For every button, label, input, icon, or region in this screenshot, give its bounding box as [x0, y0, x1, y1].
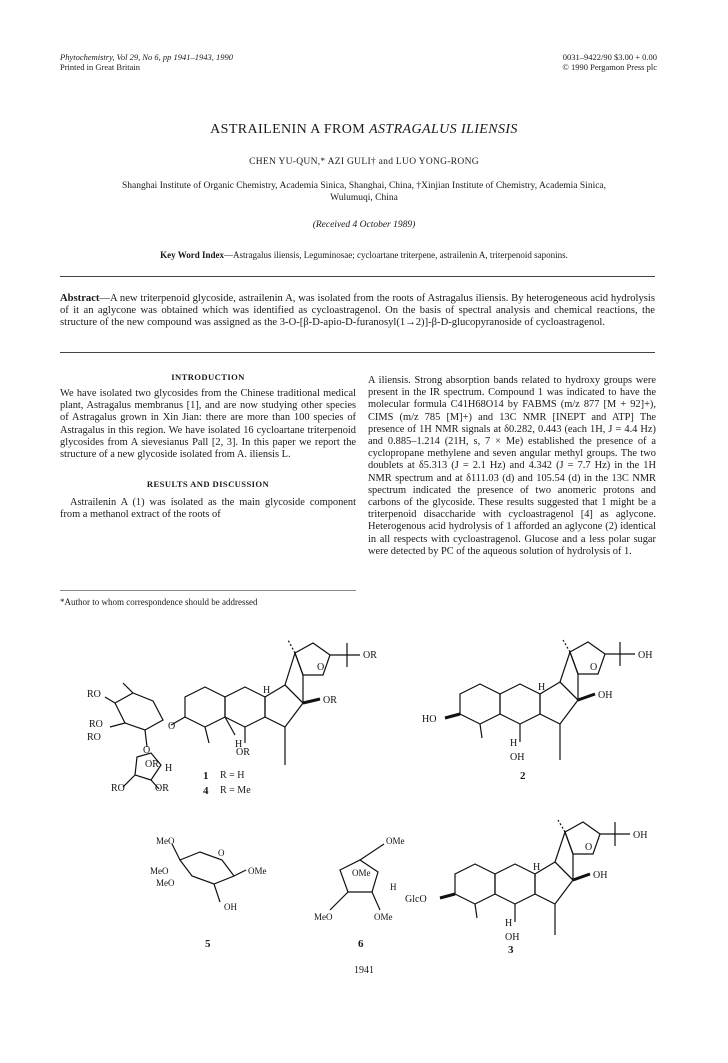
s3-label-oh-2: OH [593, 870, 608, 881]
abstract-label: Abstract [60, 293, 100, 304]
results-text: Astrailenin A (1) was isolated as the main glycoside component from a methanol extract of the roots of [60, 497, 356, 521]
rule-bottom [60, 352, 655, 353]
s3-wedge-glco [440, 894, 455, 898]
s3-ring-a [455, 864, 495, 904]
s1-label-h-1: H [263, 685, 271, 696]
s5-label-meo-2: MeO [150, 866, 169, 876]
s5-c6-bond [172, 844, 180, 860]
results-heading: RESULTS AND DISCUSSION [146, 479, 270, 490]
s2-ring-c [540, 682, 578, 724]
s1-label-o-1: O [168, 721, 176, 732]
s2-label-oh-3: OH [510, 752, 525, 763]
title-main: ASTRAILENIN A FROM [210, 122, 370, 137]
printed-line: Printed in Great Britain [60, 62, 141, 72]
s3-ring-c [535, 862, 573, 904]
keywords [0, 250, 728, 260]
page-title [0, 122, 728, 138]
s1-label-or-2: OR [323, 695, 337, 706]
s1-label-or-3: OR [236, 747, 250, 758]
s1-label-ro-2: RO [89, 719, 103, 730]
structure-3-number: 3 [508, 944, 514, 956]
s5-label-oh: OH [224, 902, 237, 912]
s1-label-o-2: O [143, 745, 151, 756]
s2-gem-dimethyl [480, 724, 482, 738]
s1-stereo-hash [288, 640, 295, 653]
s2-label-oh-1: OH [638, 650, 653, 661]
keywords-label: Key Word Index [160, 250, 224, 260]
s5-ome-bond [234, 870, 246, 876]
rule-top [60, 276, 655, 277]
s5-ring [180, 852, 234, 884]
intro-heading: INTRODUCTION [171, 372, 245, 382]
structure-2 [410, 630, 670, 770]
keywords-text: —Astragalus iliensis, Leguminosae; cycloartane triterpene, astrailenin A, triterpenoid saponins. [223, 250, 568, 260]
s6-ome-bond-top [360, 844, 384, 860]
left-column [60, 372, 356, 522]
s2-label-h-2: H [510, 738, 518, 749]
s1-ring-d [285, 653, 303, 703]
footnote: *Author to whom correspondence should be addressed [60, 597, 258, 607]
s3-label-o: O [585, 842, 593, 853]
s2-wedge-ho [445, 714, 460, 718]
page-number: 1941 [354, 965, 374, 976]
legend-1-text: R = H [220, 770, 245, 781]
s1-ring-a [185, 687, 225, 727]
s2-ring-a [460, 684, 500, 724]
received-date: (Received 4 October 1989) [312, 220, 416, 230]
intro-text: We have isolated two glycosides from the Chinese traditional medical plant, Astragalus membranus [1], and are now studying other species of Astragalus grown in Xin Jian: there are more than 100 species of Astragalus in this region. We have isolated 16 cycloartane triterpenoid glycosides from A sievesianus Pall [2, 3]. In this paper we report the structure of a new glycoside isolated from A. iliensis L. [60, 388, 356, 461]
s5-label-o: O [218, 848, 225, 858]
s6-label-ome-2: OMe [352, 868, 371, 878]
s3-label-oh-1: OH [633, 830, 648, 841]
s1-label-or-1: OR [363, 650, 377, 661]
footnote-rule [60, 590, 356, 591]
s3-thf-ring [565, 822, 600, 854]
s3-ring-d [555, 832, 573, 880]
s1-label-ro-1: RO [87, 689, 101, 700]
s3-wedge-oh [573, 874, 590, 880]
structure-6 [300, 830, 420, 930]
s1-ring-c [265, 685, 303, 727]
s2-stereo-hash [563, 640, 570, 652]
s6-label-h: H [390, 882, 397, 892]
s1-wedge-or [303, 699, 320, 703]
s3-label-h-2: H [505, 918, 513, 929]
s6-label-ome-3: OMe [374, 912, 393, 922]
legend-1-number: 1 [203, 770, 209, 782]
structure-2-number: 2 [520, 770, 526, 782]
s3-gem-dimethyl [475, 904, 477, 918]
authors: CHEN YU-QUN,* AZI GULI† and LUO YONG-RONG [249, 157, 479, 167]
legend-4-number: 4 [203, 785, 209, 797]
s3-label-oh-3: OH [505, 932, 520, 943]
s5-oh-bond [214, 884, 220, 902]
s6-label-ome-1: OMe [386, 836, 405, 846]
s2-label-o: O [590, 662, 598, 673]
s1-ro-bond-3 [123, 683, 133, 693]
s1-label-h-2: H [235, 739, 243, 750]
abstract-text: —A new triterpenoid glycoside, astrailenin A, was isolated from the roots of Astragalus iliensis. By heterogeneous acid hydrolysis of it an aglycone was obtained which was identified as cycloastragenol. On the basis of spectral analysis and chemical reactions, the structure of the new compound was assigned as the 3-O-[β-D-apio-D-furanosyl(1→2)]-β-D-glucopyranoside of cycloastragenol. [60, 293, 655, 329]
s2-thf-ring [570, 642, 605, 674]
s3-stereo-hash [558, 820, 565, 832]
s1-ro-bond-2 [110, 723, 125, 727]
article-code: 0031–9422/90 $3.00 + 0.00 [562, 52, 657, 62]
right-column-text: A iliensis. Strong absorption bands related to hydroxy groups were present in the IR spectrum. Compound 1 was indicated to have the molecular formula C41H68O14 by FABMS (m/z 877 [M + 92]+), CIMS (m/z 785 [M]+) and 13C NMR [INEPT and ATP] The presence of 1H NMR signals at δ0.282, 0.443 (each 1H, J = 4.4 Hz) and 0.885–1.214 (21H, s, 7 × Me) established the presence of a cyclopropane methylene and seven angular methyl groups. The two doublets at δ5.313 (J = 2.1 Hz) and 4.342 (J = 7.7 Hz) in the 1H NMR spectrum and at δ111.03 (d) and 105.54 (d) in the 13C NMR spectrum indicated the presence of two anomeric protons and carbons of the glycoside. These results suggested that 1 might be a triterpenoid disaccharide with cycloastragenol [4] as aglycone. Heterogenous acid hydrolysis of 1 afforded an aglycone (2) identical in all respects with cycloastragenol. Glucose and a less polar sugar were detected by PC of the aqueous solution of hydrolysis of 1. [368, 375, 656, 557]
s1-ro-bond-1 [105, 697, 115, 703]
s2-label-h-1: H [538, 682, 546, 693]
affiliation [40, 180, 688, 204]
s1-gem-dimethyl [205, 727, 209, 743]
structure-5 [150, 830, 280, 910]
s2-ring-d [560, 652, 578, 700]
s1-thf-ring [295, 643, 330, 675]
title-species: ASTRAGALUS ILIENSIS [369, 122, 518, 137]
s1-label-or-4: OR [145, 759, 159, 770]
s1-label-h-3: H [165, 763, 173, 774]
s2-label-ho: HO [422, 714, 437, 725]
structure-3 [405, 810, 665, 945]
s1-label-ro-3: RO [87, 732, 101, 743]
s6-meo-bond [330, 892, 348, 910]
copyright: © 1990 Pergamon Press plc [562, 62, 657, 72]
s1-glucose-ring [115, 693, 163, 730]
s1-label-or-5: OR [155, 783, 169, 794]
s6-ome-bond-low [372, 892, 380, 910]
affiliation-line-2: Wulumuqi, China [330, 193, 398, 203]
structure-5-number: 5 [205, 938, 211, 950]
s5-label-meo-1: MeO [156, 836, 175, 846]
s1-label-ro-4: RO [111, 783, 125, 794]
structure-6-number: 6 [358, 938, 364, 950]
abstract [60, 293, 655, 330]
s6-label-meo: MeO [314, 912, 333, 922]
s3-ring-b [495, 864, 535, 904]
s3-label-glco: GlcO [405, 894, 427, 905]
journal-line: Phytochemistry, Vol 29, No 6, pp 1941–1943, 1990 [60, 52, 234, 62]
s1-ring-b [225, 687, 265, 727]
s1-label-o-3: O [317, 662, 325, 673]
affiliation-line-1: Shanghai Institute of Organic Chemistry, Academia Sinica, Shanghai, China, †Xinjian Institute of Chemistry, Academia Sinica, [121, 181, 607, 191]
s2-wedge-oh [578, 694, 595, 700]
s5-label-meo-3: MeO [156, 878, 175, 888]
s3-label-h-1: H [533, 862, 541, 873]
s2-label-oh-2: OH [598, 690, 613, 701]
legend-4-text: R = Me [220, 785, 251, 796]
s2-ring-b [500, 684, 540, 724]
s5-label-ome: OMe [248, 866, 267, 876]
